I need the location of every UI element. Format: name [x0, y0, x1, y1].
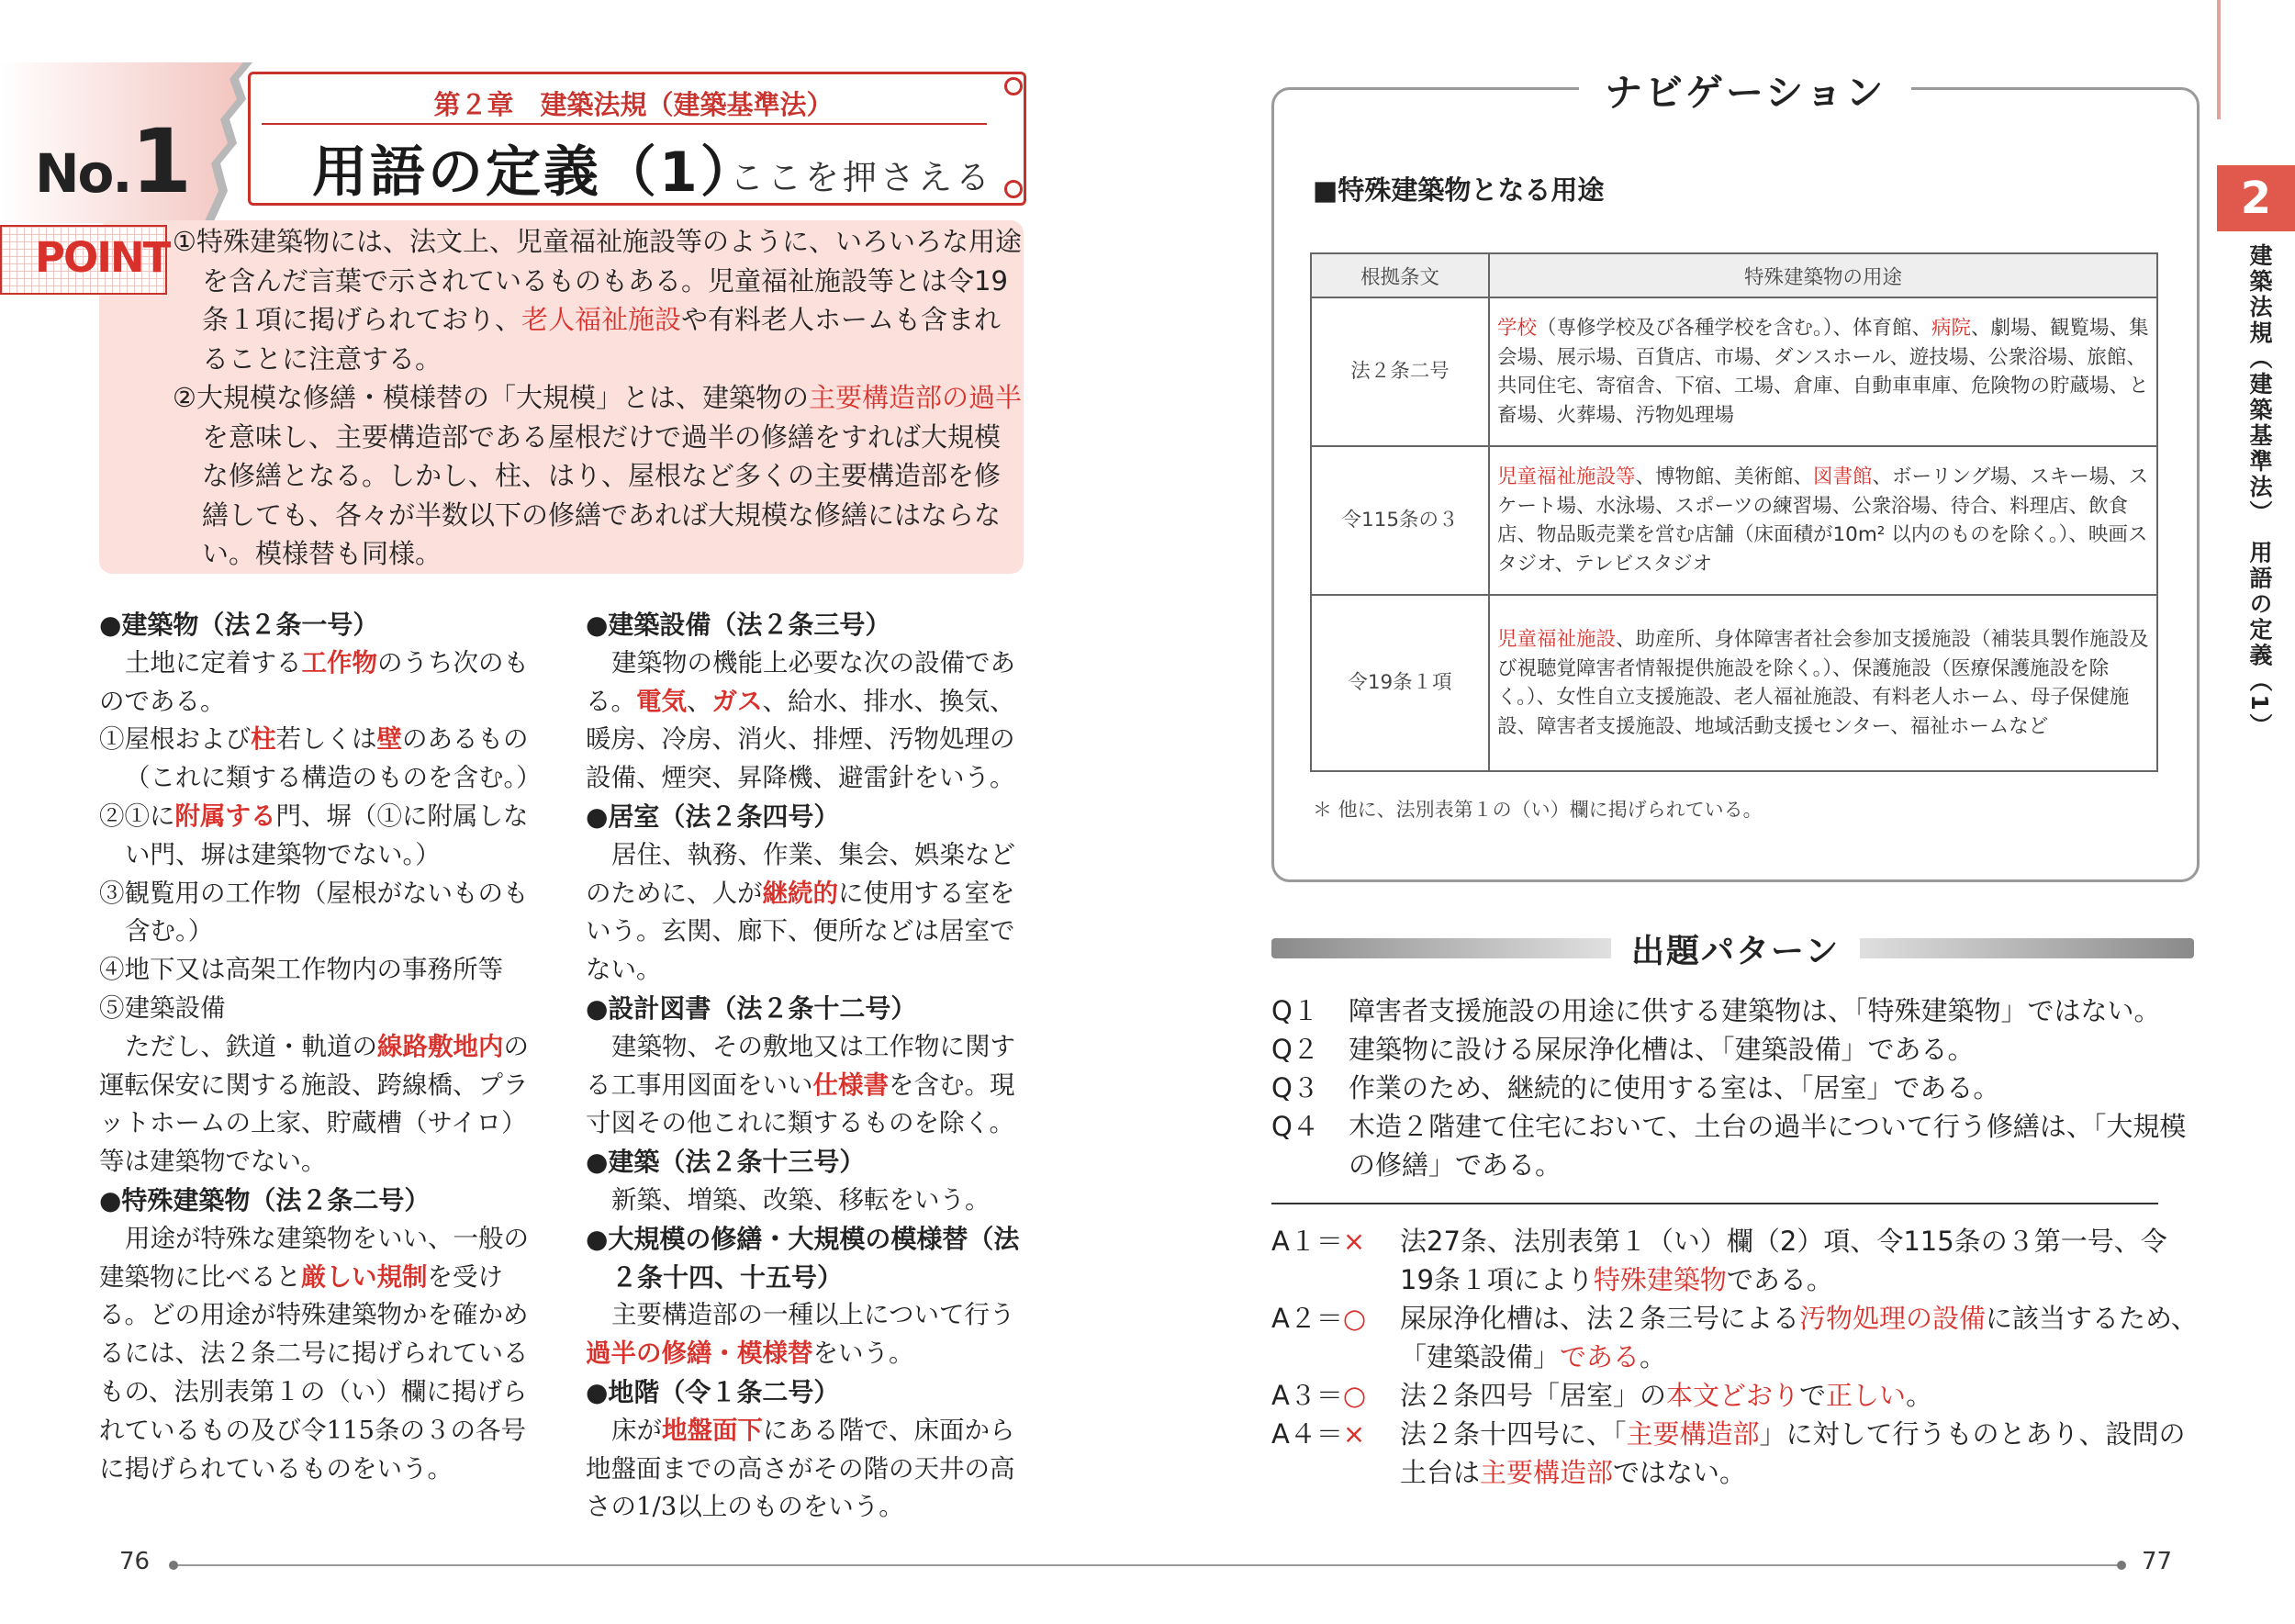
table-header-row: [1311, 253, 2157, 297]
question-item: Q１ 障害者支援施設の用途に供する建築物は、「特殊建築物」ではない。: [1271, 995, 2161, 1026]
pattern-title: 出題パターン: [1611, 925, 1860, 972]
section-heading: ●建築（法２条十三号）: [586, 1147, 866, 1178]
paragraph: 用途が特殊な建築物をいい、一般の建築物に比べると厳しい規制を受ける。どの用途が特殊建築物かを確かめるには、法２条二号に掲げられているもの、法別表第１の（い）欄に掲げられているもの及び令115条の３の各号に掲げられているものをいう。: [99, 1223, 529, 1484]
title-divider: [262, 123, 987, 125]
list-item: ⑤建築設備: [99, 992, 226, 1023]
paragraph: 建築物の機能上必要な次の設備である。電気、ガス、給水、排水、換気、暖房、冷房、消火、排煙、汚物処理の設備、煙突、昇降機、避雷針をいう。: [586, 647, 1015, 793]
answer-item: A１＝× 法27条、法別表第１（い）欄（2）項、令115条の３第一号、令19条１項により特殊建築物である。: [1271, 1226, 2167, 1295]
question-item: Q４ 木造２階建て住宅において、土台の過半について行う修繕は、「大規模の修繕」である。: [1271, 1111, 2187, 1181]
list-item: ④地下又は高架工作物内の事務所等: [99, 955, 503, 985]
question-item: Q２ 建築物に設ける屎尿浄化槽は、「建築設備」である。: [1271, 1034, 1975, 1065]
point-item-1: ①特殊建築物には、法文上、児童福祉施設等のように、いろいろな用途を含んだ言葉で示されているものもある。児童福祉施設等とは令19条１項に掲げられており、老人福祉施設や有料老人ホームも含まれることに注意する。: [173, 226, 1022, 375]
list-item: ③観覧用の工作物（屋根がないものも含む。）: [99, 878, 529, 946]
footer-dot: [2117, 1561, 2126, 1570]
table-row: [1311, 595, 2157, 771]
section-heading: ●大規模の修繕・大規模の模様替（法２条十四、十五号）: [586, 1223, 1020, 1293]
section-heading: ●建築設備（法２条三号）: [586, 610, 891, 640]
section-heading: ●地階（令１条二号）: [586, 1376, 840, 1407]
table-cell: 令19条１項: [1311, 595, 1489, 771]
paragraph: 床が地盤面下にある階で、床面から地盤面までの高さがその階の天井の高さの1/3以上のものをいう。: [586, 1415, 1015, 1522]
frame-corner-dot: [1004, 77, 1023, 95]
page-title: 用語の定義（1）: [312, 140, 758, 205]
table-row: [1311, 297, 2157, 446]
special-building-table: [1310, 252, 2158, 772]
table-cell: 学校（専修学校及び各種学校を含む。）、体育館、病院、劇場、観覧場、集会場、展示場、百貨店、市場、ダンスホール、遊技場、公衆浴場、旅館、共同住宅、寄宿舎、下宿、工場、倉庫、自動車車庫、危険物の貯蔵場、と畜場、火葬場、汚物処理場: [1489, 297, 2157, 446]
page-number-left: 76: [119, 1548, 151, 1575]
list-item: ②①に附属する門、塀（①に附属しない門、塀は建築物でない。）: [99, 801, 529, 869]
table-header: 根拠条文: [1311, 253, 1489, 297]
paragraph: ただし、鉄道・軌道の線路敷地内の運転保安に関する施設、跨線橋、プラットホームの上家、貯蔵槽（サイロ）等は建築物でない。: [99, 1031, 529, 1177]
point-item-2: ②大規模な修繕・模様替の「大規模」とは、建築物の主要構造部の過半を意味し、主要構造部である屋根だけで過半の修繕をすれば大規模な修繕となる。しかし、柱、はり、屋根など多くの主要構造部を修繕しても、各々が半数以下の修繕であれば大規模な修繕にはならない。模様替も同様。: [173, 382, 1023, 569]
table-cell: 令115条の３: [1311, 446, 1489, 595]
lesson-number: No.1: [35, 110, 191, 213]
chapter-tab: 2: [2217, 165, 2295, 231]
answer-divider: [1271, 1203, 2158, 1204]
table-cell: 児童福祉施設等、博物館、美術館、図書館、ボーリング場、スキー場、スケート場、水泳場、スポーツの練習場、公衆浴場、待合、料理店、飲食店、物品販売業を営む店舗（床面積が10m² 以内のものを除く。）、映画スタジオ、テレビスタジオ: [1489, 446, 2157, 595]
table-header: 特殊建築物の用途: [1489, 253, 2157, 297]
answer-item: A２＝○ 屎尿浄化槽は、法２条三号による汚物処理の設備に該当するため、「建築設備」である。: [1271, 1303, 2198, 1372]
paragraph: 建築物、その敷地又は工作物に関する工事用図面をいい仕様書を含む。現寸図その他これに類するものを除く。: [586, 1031, 1015, 1138]
paragraph: 新築、増築、改築、移転をいう。: [611, 1184, 991, 1215]
side-tab-line: [2217, 0, 2221, 119]
chapter-heading: 第２章 建築法規（建築基準法）: [433, 89, 834, 120]
paragraph: 土地に定着する工作物のうち次のものである。: [99, 647, 529, 716]
section-heading: ●居室（法２条四号）: [586, 801, 840, 832]
answer-item: A３＝○ 法２条四号「居室」の本文どおりで正しい。: [1271, 1380, 1933, 1411]
left-column: [99, 606, 549, 1488]
paragraph: 居住、執務、作業、集会、娯楽などのために、人が継続的に使用する室をいう。玄関、廊下、便所などは居室でない。: [586, 839, 1015, 985]
navigation-subtitle: ■特殊建築物となる用途: [1313, 174, 1605, 206]
section-heading: ●設計図書（法２条十二号）: [586, 992, 917, 1024]
footer-dot: [169, 1561, 178, 1570]
frame-corner-dot: [1004, 180, 1023, 198]
side-chapter-text: 建築法規（建築基準法） 用語の定義（1）: [2246, 243, 2273, 739]
footer-rule: [173, 1564, 2124, 1566]
navigation-note: ＊ 他に、法別表第１の（い）欄に掲げられている。: [1313, 799, 1763, 821]
table-cell: 法２条二号: [1311, 297, 1489, 446]
page-subtitle: ここを押さえる: [730, 158, 993, 197]
point-body: [173, 222, 1026, 574]
navigation-title: ナビゲーション: [1579, 62, 1911, 117]
answer-item: A４＝× 法２条十四号に、「主要構造部」に対して行うものとあり、設問の土台は主要構造部ではない。: [1271, 1418, 2186, 1488]
paragraph: 主要構造部の一種以上について行う過半の修繕・模様替をいう。: [586, 1300, 1015, 1369]
table-row: [1311, 446, 2157, 595]
section-heading: ●建築物（法２条一号）: [99, 610, 379, 640]
point-label: POINT: [35, 233, 170, 282]
right-column: [586, 606, 1031, 1527]
table-cell: 児童福祉施設、助産所、身体障害者社会参加支援施設（補装具製作施設及び視聴覚障害者情報提供施設を除く。）、保護施設（医療保護施設を除く。）、女性自立支援施設、老人福祉施設、有料老人ホーム、母子保健施設、障害者支援施設、地域活動支援センター、福祉ホームなど: [1489, 595, 2157, 771]
answer-list: [1271, 1222, 2199, 1492]
question-item: Q３ 作業のため、継続的に使用する室は、「居室」である。: [1271, 1072, 2000, 1103]
question-list: [1271, 991, 2199, 1184]
section-heading: ●特殊建築物（法２条二号）: [99, 1184, 431, 1215]
page-number-right: 77: [2142, 1548, 2173, 1575]
list-item: ①屋根および柱若しくは壁のあるもの（これに類する構造のものを含む。）: [99, 724, 542, 793]
